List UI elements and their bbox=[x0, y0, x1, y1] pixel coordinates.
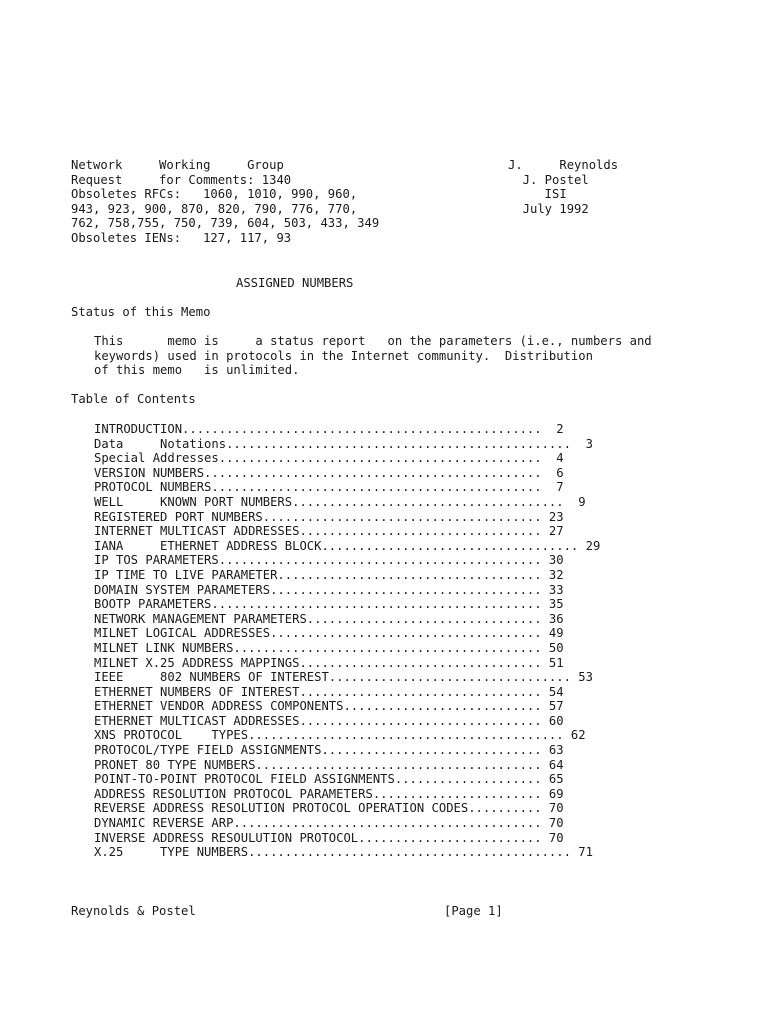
toc-entry: REVERSE ADDRESS RESOLUTION PROTOCOL OPERATION CODES.......... 70 bbox=[94, 801, 564, 816]
toc-entry: NETWORK MANAGEMENT PARAMETERS................................ 36 bbox=[94, 611, 564, 626]
header-right-line: July 1992 bbox=[508, 201, 589, 216]
footer-page-number: [Page 1] bbox=[444, 904, 503, 918]
header-right-line: ISI bbox=[508, 187, 567, 202]
header-left-line: 943, 923, 900, 870, 820, 790, 776, 770, bbox=[71, 201, 358, 216]
header-right-block bbox=[508, 158, 618, 216]
toc-entry: REGISTERED PORT NUMBERS...................................... 23 bbox=[94, 509, 564, 524]
header-left-line: Obsoletes IENs: 127, 117, 93 bbox=[71, 230, 292, 245]
toc-entry: IP TOS PARAMETERS............................................ 30 bbox=[94, 553, 564, 568]
toc-entry: POINT-TO-POINT PROTOCOL FIELD ASSIGNMENTS.................... 65 bbox=[94, 772, 564, 787]
header-left-line: Network Working Group bbox=[71, 158, 284, 172]
toc-entry: MILNET LINK NUMBERS.......................................... 50 bbox=[94, 640, 564, 655]
toc-entry: IP TIME TO LIVE PARAMETER.................................... 32 bbox=[94, 567, 564, 582]
toc-entry: Data Notations............................................... 3 bbox=[94, 436, 593, 451]
toc-list bbox=[94, 422, 600, 860]
toc-entry: MILNET X.25 ADDRESS MAPPINGS................................. 51 bbox=[94, 655, 564, 670]
toc-entry: VERSION NUMBERS.............................................. 6 bbox=[94, 465, 564, 480]
toc-entry: PRONET 80 TYPE NUMBERS....................................... 64 bbox=[94, 757, 564, 772]
toc-entry: IANA ETHERNET ADDRESS BLOCK................................... 29 bbox=[94, 538, 601, 553]
toc-entry: XNS PROTOCOL TYPES........................................... 62 bbox=[94, 728, 586, 743]
toc-entry: ETHERNET VENDOR ADDRESS COMPONENTS........................... 57 bbox=[94, 699, 564, 714]
toc-entry: IEEE 802 NUMBERS OF INTEREST................................. 53 bbox=[94, 670, 593, 685]
status-line: of this memo is unlimited. bbox=[94, 363, 300, 378]
toc-entry: INTERNET MULTICAST ADDRESSES................................. 27 bbox=[94, 524, 564, 539]
toc-entry: DYNAMIC REVERSE ARP.......................................... 70 bbox=[94, 816, 564, 831]
toc-heading: Table of Contents bbox=[71, 392, 196, 406]
toc-entry: PROTOCOL/TYPE FIELD ASSIGNMENTS.............................. 63 bbox=[94, 743, 564, 758]
toc-entry: INTRODUCTION................................................. 2 bbox=[94, 422, 564, 436]
header-left-line: 762, 758,755, 750, 739, 604, 503, 433, 349 bbox=[71, 216, 380, 231]
toc-entry: PROTOCOL NUMBERS............................................. 7 bbox=[94, 480, 564, 495]
toc-entry: Special Addresses............................................ 4 bbox=[94, 451, 564, 466]
toc-entry: WELL KNOWN PORT NUMBERS..................................... 9 bbox=[94, 494, 586, 509]
toc-entry: ETHERNET MULTICAST ADDRESSES................................. 60 bbox=[94, 713, 564, 728]
toc-entry: ADDRESS RESOLUTION PROTOCOL PARAMETERS....................... 69 bbox=[94, 786, 564, 801]
toc-entry: INVERSE ADDRESS RESOULUTION PROTOCOL......................... 70 bbox=[94, 830, 564, 845]
status-line: This memo is a status report on the parameters (i.e., numbers and bbox=[94, 334, 652, 348]
header-left-line: Request for Comments: 1340 bbox=[71, 172, 292, 187]
toc-entry: MILNET LOGICAL ADDRESSES..................................... 49 bbox=[94, 626, 564, 641]
toc-entry: DOMAIN SYSTEM PARAMETERS..................................... 33 bbox=[94, 582, 564, 597]
footer-authors: Reynolds & Postel bbox=[71, 904, 196, 918]
toc-entry: BOOTP PARAMETERS............................................. 35 bbox=[94, 597, 564, 612]
header-left-block bbox=[71, 158, 379, 246]
toc-entry: X.25 TYPE NUMBERS............................................ 71 bbox=[94, 845, 593, 860]
toc-entry: ETHERNET NUMBERS OF INTEREST................................. 54 bbox=[94, 684, 564, 699]
status-body bbox=[94, 334, 652, 378]
header-left-line: Obsoletes RFCs: 1060, 1010, 990, 960, bbox=[71, 187, 358, 202]
status-heading: Status of this Memo bbox=[71, 305, 211, 319]
document-title: ASSIGNED NUMBERS bbox=[236, 276, 354, 290]
header-right-line: J. Postel bbox=[508, 172, 589, 187]
status-line: keywords) used in protocols in the Internet community. Distribution bbox=[94, 348, 593, 363]
header-right-line: J. Reynolds bbox=[508, 158, 619, 172]
